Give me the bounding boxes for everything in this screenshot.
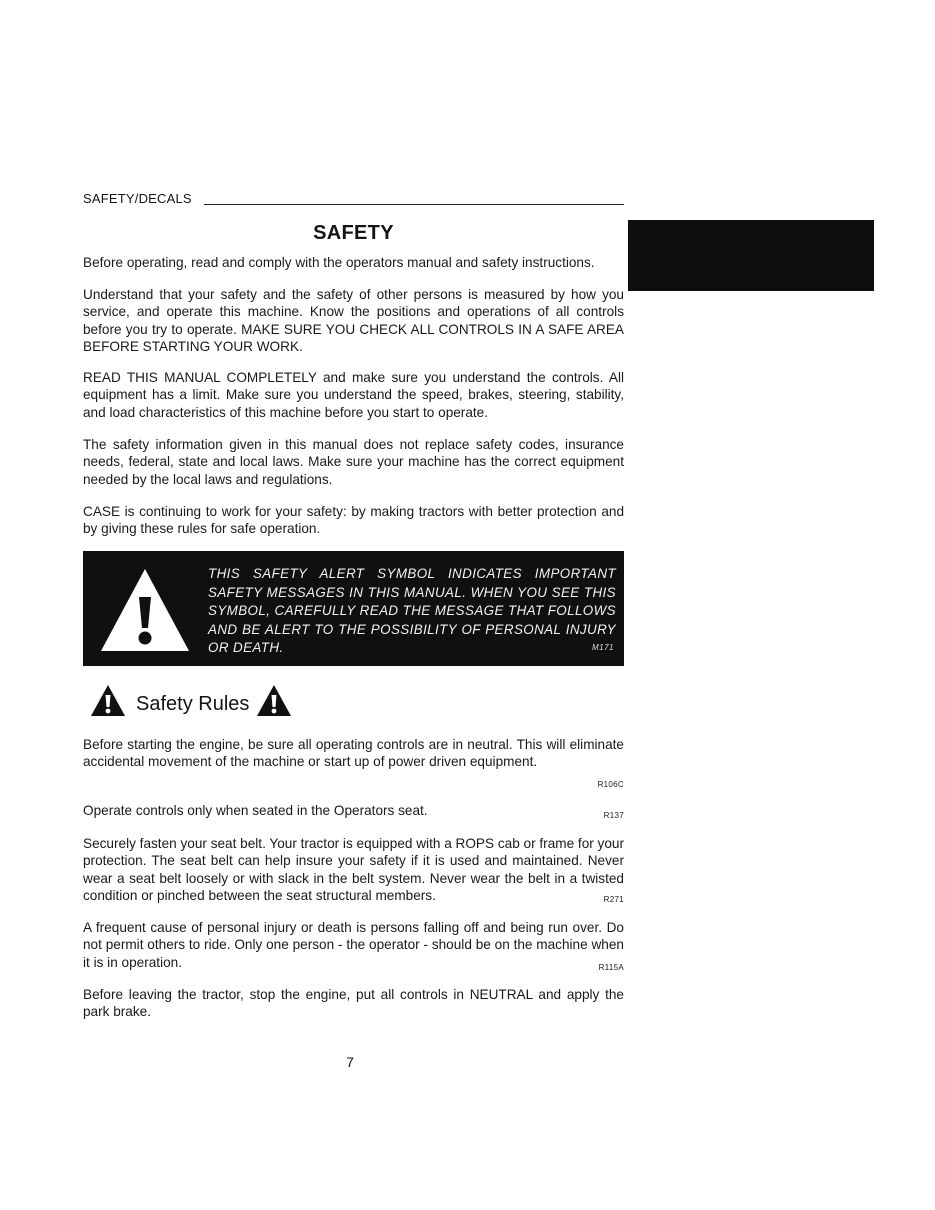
safety-rules-title: Safety Rules bbox=[136, 693, 250, 715]
intro-paragraph-3: READ THIS MANUAL COMPLETELY and make sure you understand the controls. All equipment has a limit. Make sure you understand the speed, brakes, steering, stability, and load characteristics of this machine before you start to operate. bbox=[83, 370, 624, 420]
section-thumb-tab bbox=[628, 220, 874, 291]
rule-text: Securely fasten your seat belt. Your tractor is equipped with a ROPS cab or frame for your protection. The seat belt can help insure your safety if it is used and maintained. Never wear a seat belt loosely or with slack in the belt system. Never wear the belt in a twisted condition or pinched between the seat structural members. bbox=[83, 836, 625, 904]
section-header bbox=[83, 191, 624, 209]
intro-paragraph-4: The safety information given in this manual does not replace safety codes, insurance needs, federal, state and local laws. Make sure your machine has the correct equipment needed by the local laws and regulations. bbox=[83, 437, 624, 487]
warning-triangle-icon bbox=[90, 684, 126, 717]
rule-item bbox=[83, 835, 624, 905]
alert-code: M171 bbox=[591, 643, 614, 652]
rule-item bbox=[83, 986, 624, 1021]
rule-item bbox=[83, 802, 624, 819]
warning-triangle-icon bbox=[256, 684, 292, 717]
page-number: 7 bbox=[346, 1054, 354, 1070]
rule-item bbox=[83, 919, 624, 971]
warning-triangle-icon bbox=[99, 567, 191, 653]
page-title: SAFETY bbox=[313, 222, 394, 244]
rule-text: Before starting the engine, be sure all operating controls are in neutral. This will eliminate accidental movement of the machine or start up of power driven equipment. bbox=[83, 737, 624, 770]
rule-code: R115A bbox=[598, 963, 624, 972]
rule-code: R271 bbox=[603, 895, 624, 904]
rule-text: A frequent cause of personal injury or death is persons falling off and being run over. Do not permit others to ride. Only one person - the operator - should be on the machine when it is in operation. bbox=[83, 920, 624, 970]
rule-text: Before leaving the tractor, stop the engine, put all controls in NEUTRAL and apply the park brake. bbox=[83, 987, 624, 1020]
rule-code: R137 bbox=[603, 811, 624, 820]
intro-paragraph-1: Before operating, read and comply with the operators manual and safety instructions. bbox=[83, 255, 595, 270]
rule-item bbox=[83, 736, 624, 789]
alert-message: THIS SAFETY ALERT SYMBOL INDICATES IMPORTANT SAFETY MESSAGES IN THIS MANUAL. WHEN YOU SEE THIS SYMBOL, CAREFULLY READ THE MESSAGE THAT FOLLOWS AND BE ALERT TO THE POSSIBILITY OF PERSONAL INJURY OR DEATH. bbox=[208, 566, 616, 656]
rule-code: R106C bbox=[597, 780, 624, 789]
intro-paragraph-2: Understand that your safety and the safety of other persons is measured by how you service, and operate this machine. Know the positions and operations of all controls before you try to operate. MAKE SURE YOU CHECK ALL CONTROLS IN A SAFE AREA BEFORE STARTING YOUR WORK. bbox=[83, 287, 624, 355]
rule-text: Operate controls only when seated in the Operators seat. bbox=[83, 803, 428, 818]
safety-alert-box bbox=[83, 551, 624, 666]
intro-paragraph-5: CASE is continuing to work for your safety: by making tractors with better protection and by giving these rules for safe operation. bbox=[83, 504, 624, 537]
header-rule bbox=[204, 204, 624, 205]
section-title: SAFETY/DECALS bbox=[83, 191, 192, 206]
